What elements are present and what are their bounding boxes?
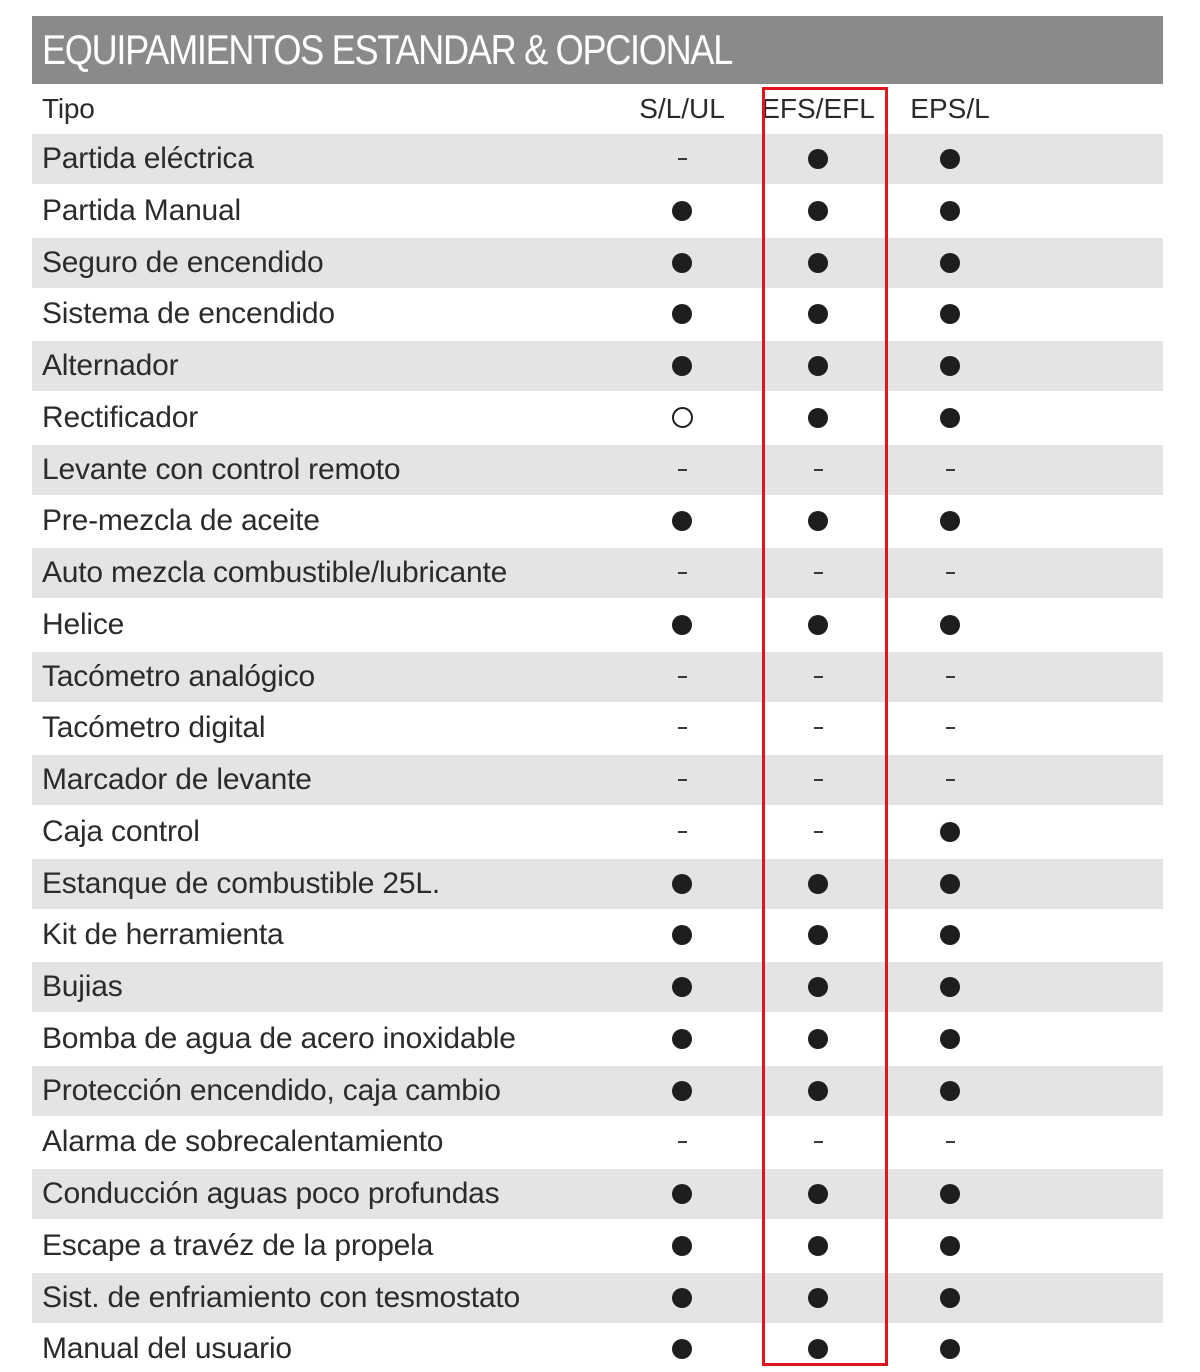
row-cell: [612, 962, 752, 1012]
row-cell: [612, 186, 752, 236]
row-cell: [880, 1324, 1020, 1372]
row-cell: [748, 445, 888, 495]
dash-icon: [946, 469, 955, 471]
row-label: Bomba de agua de acero inoxidable: [42, 1021, 516, 1055]
filled-dot-icon: [808, 511, 828, 531]
row-label: Bujias: [42, 970, 123, 1003]
row-cell: [748, 1117, 888, 1167]
row-cell: [748, 1066, 888, 1116]
filled-dot-icon: [940, 1184, 960, 1204]
filled-dot-icon: [808, 253, 828, 273]
row-cell: [880, 1273, 1020, 1323]
filled-dot-icon: [940, 201, 960, 221]
row-cell: [612, 341, 752, 391]
row-cell: [612, 238, 752, 288]
row-cell: [748, 134, 888, 184]
row-cell: [748, 548, 888, 598]
row-cell: [880, 859, 1020, 909]
table-row: [32, 445, 1163, 495]
row-cell: [612, 1014, 752, 1064]
filled-dot-icon: [808, 201, 828, 221]
row-cell: [880, 496, 1020, 546]
dash-icon: [678, 572, 687, 574]
table-row: [32, 1324, 1163, 1372]
filled-dot-icon: [940, 1029, 960, 1049]
header-column-eps-l: EPS/L: [910, 93, 990, 124]
row-label: Alternador: [42, 349, 179, 382]
table-row: [32, 807, 1163, 857]
filled-dot-icon: [808, 356, 828, 376]
row-cell: [880, 238, 1020, 288]
filled-dot-icon: [672, 1081, 692, 1101]
filled-dot-icon: [808, 149, 828, 169]
table-title: EQUIPAMIENTOS ESTANDAR & OPCIONAL: [42, 26, 733, 73]
row-label: Sistema de encendido: [42, 297, 335, 331]
filled-dot-icon: [940, 1288, 960, 1308]
filled-dot-icon: [808, 925, 828, 945]
row-cell: [748, 962, 888, 1012]
filled-dot-icon: [940, 1081, 960, 1101]
row-cell: [748, 910, 888, 960]
filled-dot-icon: [808, 1081, 828, 1101]
row-cell: [612, 496, 752, 546]
table-row: [32, 652, 1163, 702]
row-label: Auto mezcla combustible/lubricante: [42, 556, 508, 589]
row-cell: [880, 600, 1020, 650]
row-cell: [880, 186, 1020, 236]
table-row: [32, 548, 1163, 598]
row-cell: [748, 496, 888, 546]
filled-dot-icon: [808, 1288, 828, 1308]
table-row: [32, 1066, 1163, 1116]
row-cell: [880, 703, 1020, 753]
filled-dot-icon: [808, 304, 828, 324]
row-cell: [612, 134, 752, 184]
dash-icon: [678, 676, 687, 678]
filled-dot-icon: [672, 1288, 692, 1308]
dash-icon: [814, 676, 823, 678]
row-cell: [748, 341, 888, 391]
row-cell: [612, 289, 752, 339]
filled-dot-icon: [808, 1236, 828, 1256]
dash-icon: [678, 1141, 687, 1143]
dash-icon: [814, 572, 823, 574]
row-cell: [748, 652, 888, 702]
row-cell: [612, 1169, 752, 1219]
row-cell: [748, 1273, 888, 1323]
row-cell: [612, 393, 752, 443]
row-label: Rectificador: [42, 400, 198, 434]
row-cell: [612, 548, 752, 598]
row-cell: [748, 755, 888, 805]
row-cell: [748, 186, 888, 236]
row-cell: [748, 1169, 888, 1219]
table-row: [32, 1117, 1163, 1167]
filled-dot-icon: [940, 874, 960, 894]
table-row: [32, 1169, 1163, 1219]
row-cell: [748, 1014, 888, 1064]
dash-icon: [678, 469, 687, 471]
row-cell: [880, 1117, 1020, 1167]
filled-dot-icon: [940, 977, 960, 997]
filled-dot-icon: [672, 1184, 692, 1204]
hollow-circle-icon: [672, 407, 693, 428]
filled-dot-icon: [808, 1029, 828, 1049]
row-cell: [612, 1066, 752, 1116]
filled-dot-icon: [808, 1184, 828, 1204]
table-row: [32, 341, 1163, 391]
filled-dot-icon: [940, 1236, 960, 1256]
filled-dot-icon: [940, 615, 960, 635]
dash-icon: [678, 831, 687, 833]
row-cell: [880, 445, 1020, 495]
dash-icon: [814, 727, 823, 729]
table-row: [32, 600, 1163, 650]
row-cell: [880, 910, 1020, 960]
filled-dot-icon: [672, 304, 692, 324]
table-header-row: [32, 84, 1163, 134]
row-cell: [880, 341, 1020, 391]
row-cell: [612, 859, 752, 909]
filled-dot-icon: [808, 408, 828, 428]
table-row: [32, 910, 1163, 960]
dash-icon: [678, 727, 687, 729]
row-label: Conducción aguas poco profundas: [42, 1177, 500, 1210]
row-cell: [612, 755, 752, 805]
row-cell: [880, 1066, 1020, 1116]
filled-dot-icon: [672, 356, 692, 376]
row-cell: [748, 238, 888, 288]
row-cell: [748, 1221, 888, 1271]
row-cell: [748, 600, 888, 650]
row-label: Pre-mezcla de aceite: [42, 504, 320, 538]
row-cell: [748, 859, 888, 909]
row-cell: [612, 910, 752, 960]
row-cell: [612, 807, 752, 857]
header-type-label: Tipo: [42, 93, 95, 124]
row-cell: [880, 652, 1020, 702]
filled-dot-icon: [672, 615, 692, 635]
dash-icon: [946, 676, 955, 678]
filled-dot-icon: [940, 511, 960, 531]
table-row: [32, 1273, 1163, 1323]
row-cell: [880, 807, 1020, 857]
row-cell: [612, 703, 752, 753]
table-row: [32, 496, 1163, 546]
filled-dot-icon: [672, 925, 692, 945]
row-cell: [748, 703, 888, 753]
filled-dot-icon: [672, 977, 692, 997]
filled-dot-icon: [940, 356, 960, 376]
row-cell: [748, 807, 888, 857]
row-cell: [880, 393, 1020, 443]
row-cell: [880, 289, 1020, 339]
filled-dot-icon: [808, 615, 828, 635]
filled-dot-icon: [940, 822, 960, 842]
table-row: [32, 289, 1163, 339]
table-row: [32, 859, 1163, 909]
filled-dot-icon: [672, 1339, 692, 1359]
row-label: Manual del usuario: [42, 1332, 292, 1366]
table-row: [32, 186, 1163, 236]
row-label: Tacómetro digital: [42, 711, 266, 745]
filled-dot-icon: [808, 1339, 828, 1359]
row-label: Escape a travéz de la propela: [42, 1228, 434, 1262]
filled-dot-icon: [940, 304, 960, 324]
row-label: Sist. de enfriamiento con tesmostato: [42, 1280, 521, 1314]
table-title-bar: [32, 16, 1163, 84]
row-label: Helice: [42, 607, 125, 641]
dash-icon: [946, 1141, 955, 1143]
row-cell: [748, 393, 888, 443]
filled-dot-icon: [672, 1236, 692, 1256]
row-label: Marcador de levante: [42, 763, 312, 796]
dash-icon: [946, 572, 955, 574]
row-cell: [612, 1117, 752, 1167]
row-cell: [612, 1273, 752, 1323]
table-row: [32, 1014, 1163, 1064]
table-row: [32, 238, 1163, 288]
dash-icon: [678, 158, 687, 160]
row-label: Kit de herramienta: [42, 918, 284, 952]
row-label: Alarma de sobrecalentamiento: [42, 1125, 444, 1159]
row-cell: [880, 1014, 1020, 1064]
table-row: [32, 393, 1163, 443]
dash-icon: [814, 831, 823, 833]
row-cell: [612, 1221, 752, 1271]
filled-dot-icon: [672, 874, 692, 894]
row-cell: [880, 1221, 1020, 1271]
table-row: [32, 134, 1163, 184]
filled-dot-icon: [672, 201, 692, 221]
filled-dot-icon: [672, 511, 692, 531]
dash-icon: [946, 779, 955, 781]
row-cell: [612, 445, 752, 495]
filled-dot-icon: [940, 925, 960, 945]
dash-icon: [946, 727, 955, 729]
dash-icon: [814, 1141, 823, 1143]
filled-dot-icon: [940, 408, 960, 428]
dash-icon: [814, 779, 823, 781]
row-cell: [880, 1169, 1020, 1219]
row-cell: [880, 548, 1020, 598]
row-label: Partida Manual: [42, 193, 241, 227]
header-column-s-l-ul: S/L/UL: [639, 93, 725, 124]
row-cell: [748, 289, 888, 339]
filled-dot-icon: [808, 874, 828, 894]
row-cell: [612, 652, 752, 702]
row-label: Estanque de combustible 25L.: [42, 866, 441, 900]
row-cell: [748, 1324, 888, 1372]
table-row: [32, 1221, 1163, 1271]
filled-dot-icon: [808, 977, 828, 997]
row-label: Seguro de encendido: [42, 245, 324, 279]
row-label: Levante con control remoto: [42, 452, 401, 486]
row-cell: [880, 962, 1020, 1012]
row-label: Tacómetro analógico: [42, 659, 316, 693]
filled-dot-icon: [940, 253, 960, 273]
dash-icon: [814, 469, 823, 471]
row-label: Partida eléctrica: [42, 142, 254, 175]
table-row: [32, 755, 1163, 805]
table-row: [32, 703, 1163, 753]
filled-dot-icon: [672, 253, 692, 273]
row-label: Protección encendido, caja cambio: [42, 1073, 501, 1107]
dash-icon: [678, 779, 687, 781]
row-cell: [612, 1324, 752, 1372]
table-row: [32, 962, 1163, 1012]
filled-dot-icon: [940, 1339, 960, 1359]
row-cell: [880, 755, 1020, 805]
row-cell: [612, 600, 752, 650]
filled-dot-icon: [940, 149, 960, 169]
row-cell: [880, 134, 1020, 184]
row-label: Caja control: [42, 814, 200, 848]
filled-dot-icon: [672, 1029, 692, 1049]
header-column-efs-efl: EFS/EFL: [761, 93, 875, 124]
